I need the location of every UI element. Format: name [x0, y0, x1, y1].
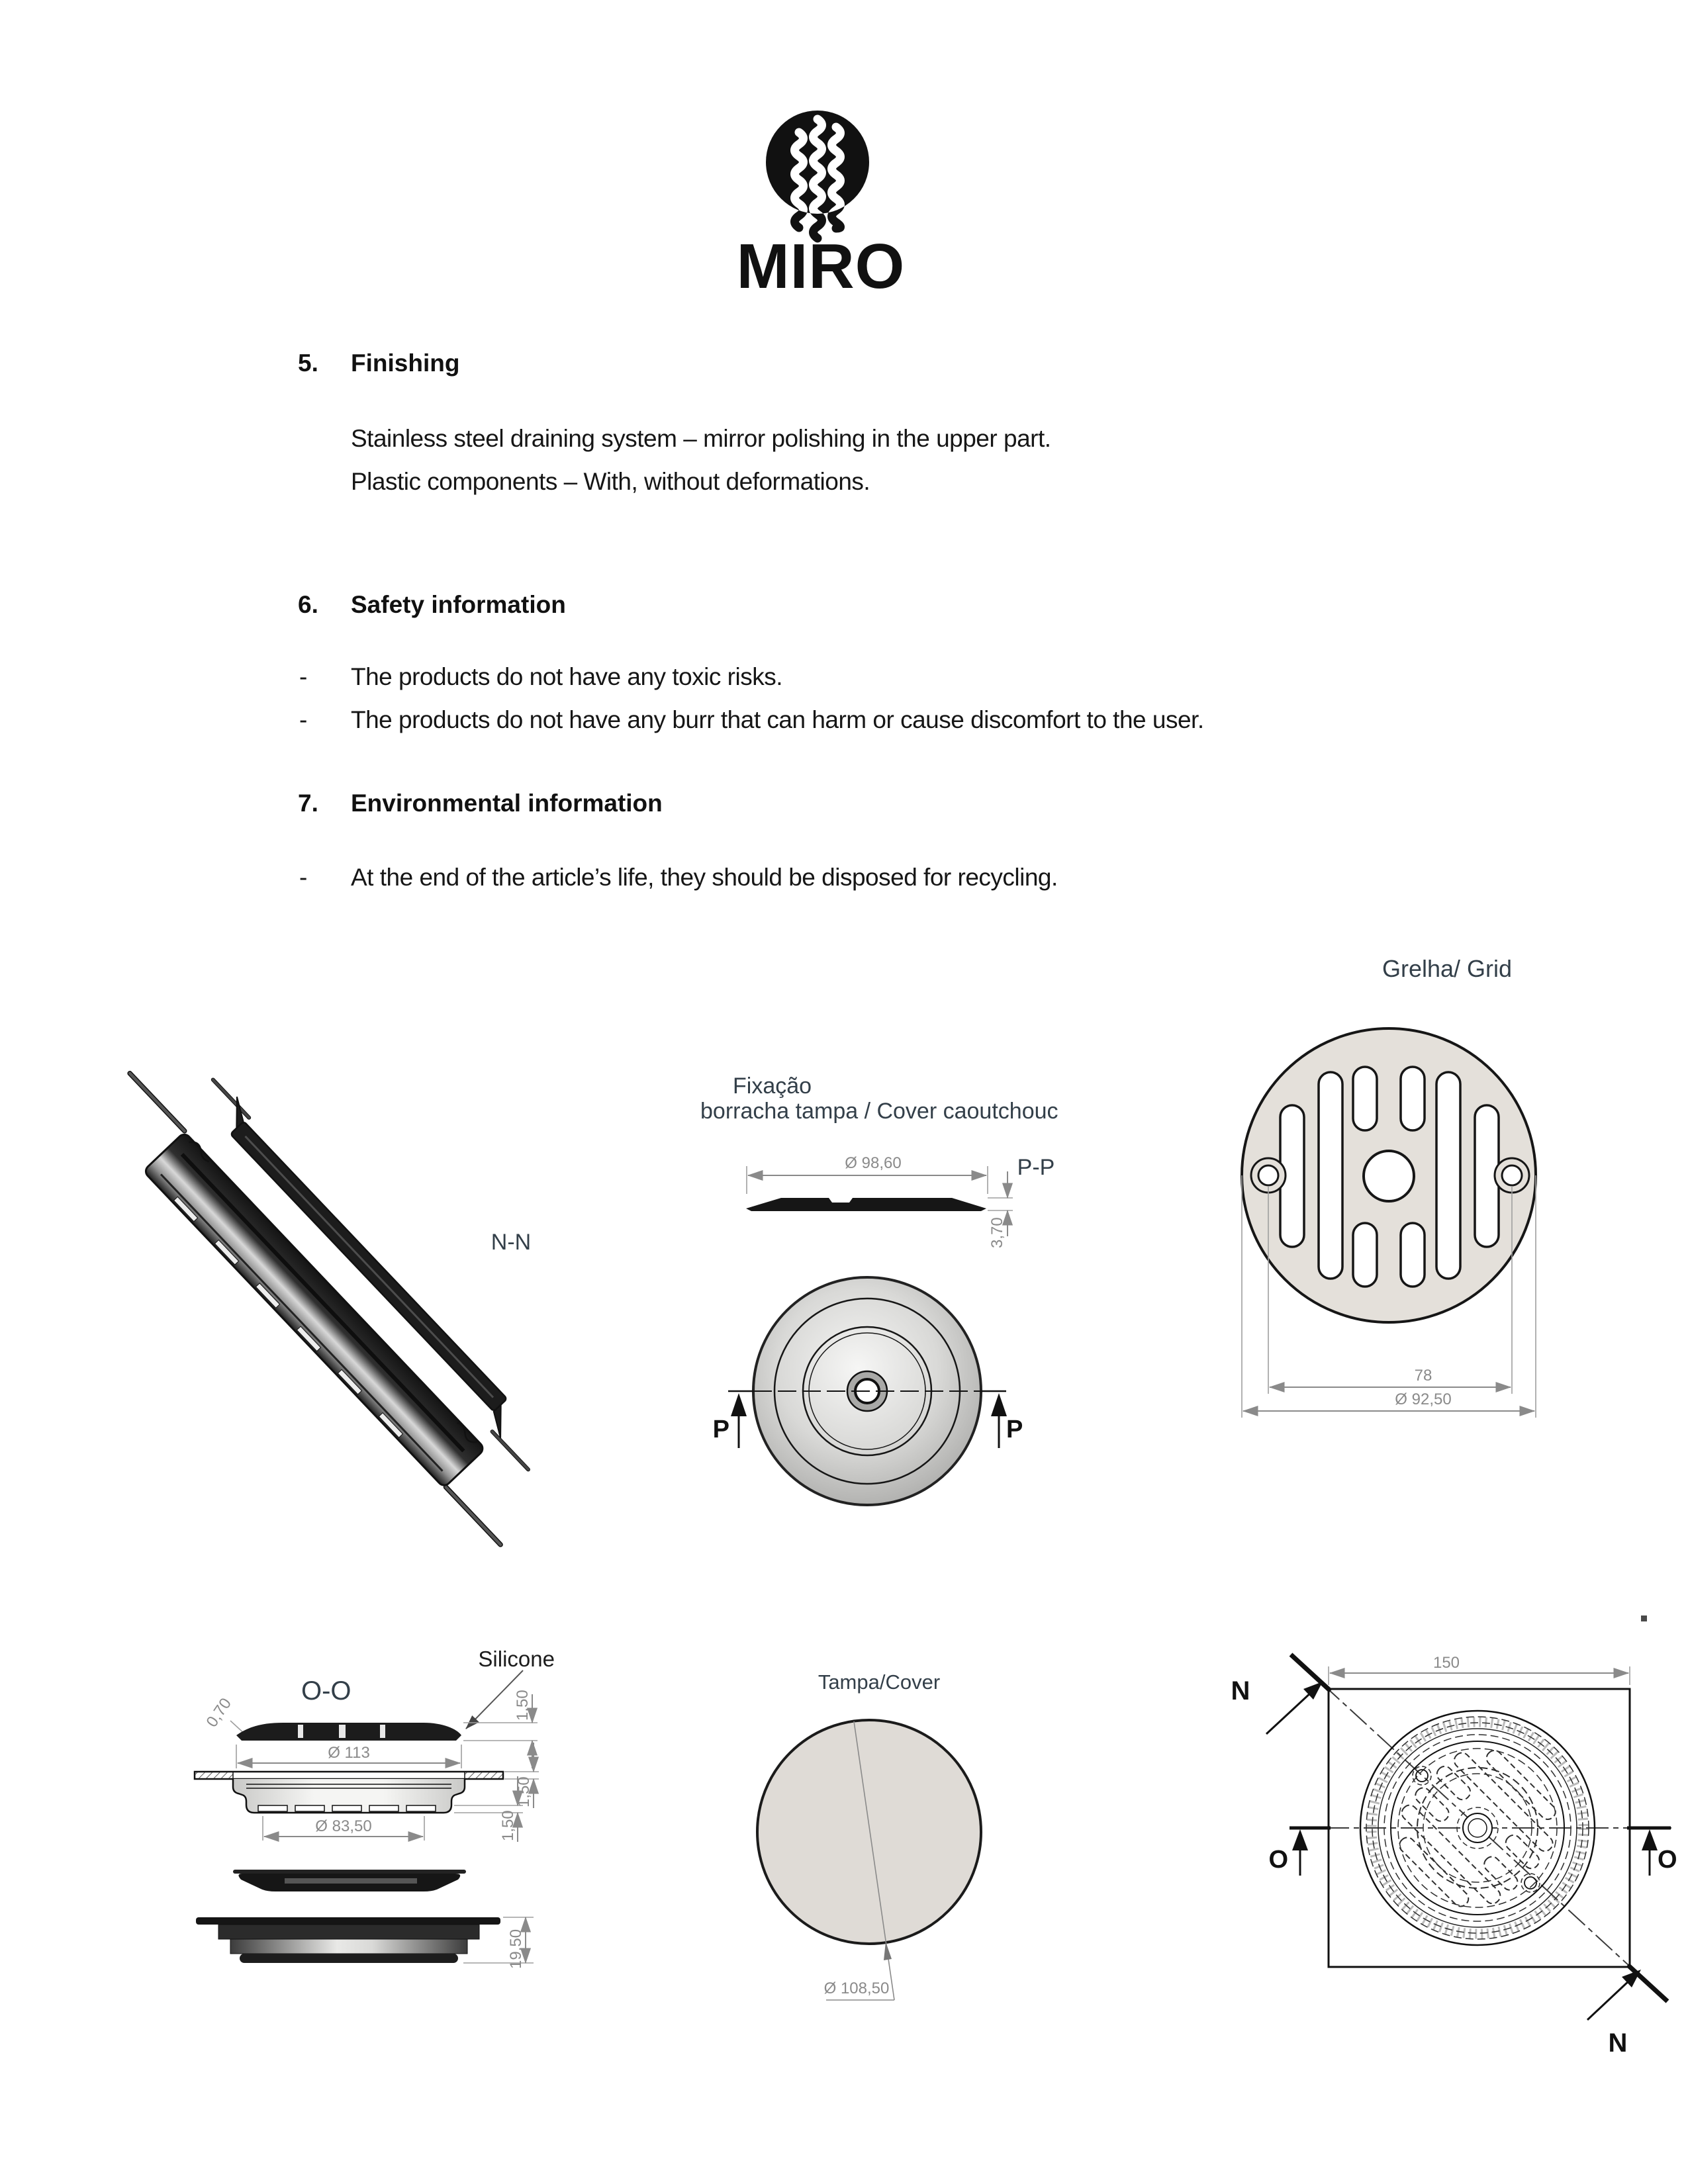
o-arrow-left-label: O	[1268, 1846, 1288, 1874]
n-arrow-bottom	[1587, 1970, 1641, 2058]
o-arrow-right-label: O	[1658, 1846, 1677, 1874]
cover-fixing-bottom-view	[713, 1277, 1023, 1505]
installed-center-hole	[1457, 1807, 1498, 1848]
n-arrow-top	[1231, 1676, 1323, 1734]
oo-flange-dim: 1,50	[515, 1776, 533, 1807]
p-arrow-left-label: P	[712, 1416, 729, 1443]
cover-fixing-thickness-dim: 3,70	[988, 1217, 1006, 1248]
grid-diameter-dim: Ø 92,50	[1395, 1390, 1452, 1408]
section7-bullet1-marker: -	[299, 864, 308, 891]
oo-top-dim: 1,50	[514, 1690, 532, 1721]
cover-diameter-dim: Ø 108,50	[823, 1979, 890, 1997]
section6-bullet1: The products do not have any toxic risks.	[351, 663, 783, 690]
stray-dot	[1641, 1615, 1647, 1621]
installed-width-dim: 150	[1432, 1654, 1460, 1672]
oo-height-dim: 19,50	[507, 1929, 525, 1969]
oo-profile-grid	[236, 1723, 461, 1741]
o-arrow-right	[1627, 1828, 1677, 1876]
n-arrow-bottom-label: N	[1608, 2028, 1628, 2058]
grid-title: Grelha/ Grid	[1382, 955, 1513, 982]
grid-drawing	[1211, 940, 1569, 1456]
logo-wordmark: MIRO	[736, 231, 906, 302]
section7-number: 7.	[298, 790, 318, 817]
p-arrow-right	[991, 1393, 1023, 1448]
oo-profile-assembled	[196, 1917, 500, 1963]
oo-profile-cover	[233, 1870, 466, 1891]
p-arrow-left	[713, 1393, 747, 1448]
grid-span-dim: 78	[1414, 1367, 1432, 1385]
installed-view-drawing	[1211, 1588, 1688, 2065]
cover-fixing-title-line2: borracha tampa / Cover caoutchouc	[700, 1099, 1058, 1124]
section6-bullet2: The products do not have any burr that can harm or cause discomfort to the user.	[351, 706, 1204, 733]
silicone-label: Silicone	[478, 1647, 555, 1671]
nn-section-label: N-N	[491, 1230, 532, 1255]
oo-section-drawing	[172, 1628, 583, 1999]
p-arrow-right-label: P	[1006, 1416, 1023, 1443]
oo-inner-diameter-dim: Ø 83,50	[315, 1817, 372, 1835]
section6-bullet1-marker: -	[299, 663, 308, 690]
cover-fixing-drawing	[675, 1059, 1086, 1535]
section6-title: Safety information	[351, 591, 566, 618]
section5-title: Finishing	[351, 349, 460, 377]
grid-center-hole	[1364, 1151, 1414, 1201]
section6-number: 6.	[298, 591, 318, 618]
oo-section-label: O-O	[301, 1676, 352, 1706]
section6-bullet2-marker: -	[299, 706, 308, 733]
cover-fixing-title-line1: Fixação	[733, 1073, 812, 1099]
section7-title: Environmental information	[351, 790, 663, 817]
cover-drawing	[728, 1655, 1033, 2025]
gasket-profile	[746, 1198, 986, 1211]
miro-logo	[715, 93, 927, 302]
section7-bullet1: At the end of the article’s life, they should be disposed for recycling.	[351, 864, 1058, 891]
nn-section-drawing	[93, 1032, 616, 1562]
section5-line2: Plastic components – With, without deformations.	[351, 468, 870, 495]
oo-profile-body	[195, 1772, 503, 1813]
logo-waves-icon	[766, 111, 869, 238]
cover-fixing-diameter-dim: Ø 98,60	[845, 1154, 902, 1172]
section5-number: 5.	[298, 349, 318, 377]
oo-gasket-dim: 0,70	[203, 1694, 236, 1731]
nn-section-geometry	[87, 1030, 587, 1548]
n-arrow-top-label: N	[1231, 1676, 1250, 1706]
cover-disc	[757, 1720, 981, 1944]
oo-bottom-dim: 1,50	[499, 1810, 517, 1841]
o-arrow-left	[1268, 1828, 1331, 1876]
section5-line1: Stainless steel draining system – mirror polishing in the upper part.	[351, 425, 1051, 452]
oo-outer-diameter-dim: Ø 113	[328, 1744, 370, 1762]
pp-section-label: P-P	[1017, 1155, 1055, 1180]
cover-title: Tampa/Cover	[818, 1670, 941, 1694]
